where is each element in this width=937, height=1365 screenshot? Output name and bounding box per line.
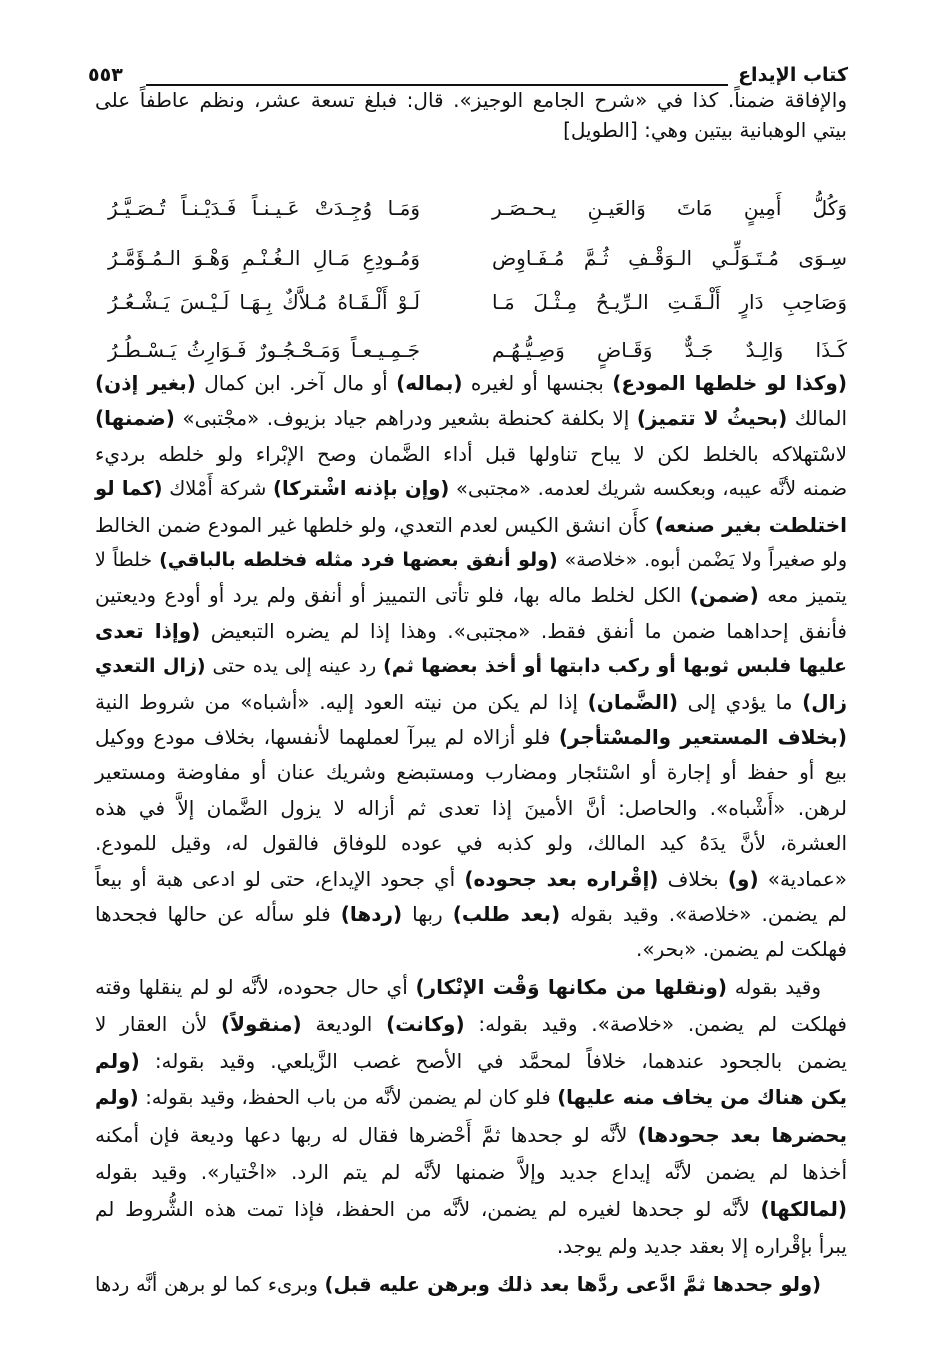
verse-second-hemistich: وَمُـودِعِ مَـالِ الـغُـنْـمِ وَهْـوَ الـمُـؤَمَّـرُ: [108, 246, 420, 270]
commentary-text: أي جحود الإيداع، حتى لو ادعى هبة أو بيعاً: [95, 866, 465, 891]
commentary-text: فأنفق إحداهما ضمن ما أنفق فقط. «مجتبى». وهذا إذا لم يضره التبعيض: [200, 618, 847, 643]
commentary-text: إذا لم يكن من نيته العود إليه. «أشباه» من شروط النية: [95, 689, 588, 714]
commentary-text: رد عينه إلى يده حتى: [205, 655, 384, 678]
matn-bold-text: (بحيثُ لا تتميز): [636, 406, 788, 431]
commentary-text: وقيد بقوله: [726, 975, 821, 999]
matn-bold-text: (بعد طلب): [452, 902, 561, 926]
commentary-text: فلو سأله عن حالها فجحدها: [95, 902, 341, 926]
commentary-text: بجنسها أو لغيره: [462, 371, 613, 395]
commentary-text: «عمادية»: [758, 866, 847, 891]
commentary-text: أو مال آخر. ابن كمال: [195, 371, 397, 395]
verse-second-hemistich: وَمَـا وُجِـدَتْ عَـيـنـاً فَـدَيْـنـاً تُـصَـيَّـرُ: [108, 196, 420, 220]
text-line: [95, 403, 847, 433]
commentary-text: ولو صغيراً ولا يَضْمن أبوه. «خلاصة»: [557, 549, 847, 571]
matn-bold-text: (ولم: [95, 1086, 139, 1109]
commentary-text: يضمن بالجحود عندهما، خلافاً لمحمَّد في الأصح غصب الزَّيلعي. وقيد بقوله:: [139, 1049, 847, 1073]
matn-bold-text: (ولم: [95, 1049, 140, 1073]
commentary-text: إلا بكلفة كحنطة بشعير ودراهم جياد بزيوف. «مجْتبى»: [174, 406, 637, 431]
verse-first-hemistich: كَـذَا وَالِـدٌ جَـدٌّ وَقَـاضٍ وَصِـيُّـهُـم: [492, 338, 847, 362]
text-line: [95, 757, 847, 787]
commentary-text: لأن العقار لا: [95, 1012, 222, 1036]
text-line: [95, 899, 847, 929]
commentary-text: العشرة، لأنَّ يدَهُ كيد المالك، ولو كذبه في عوده للوفاق فالقول له، وقيل للمودع.: [95, 831, 847, 856]
commentary-text: والإفاقة ضمناً. كذا في «شرح الجامع الوجيز». قال: فبلغ تسعة عشر، ونظم عاطفاً على: [95, 88, 847, 112]
text-line: [95, 510, 847, 540]
matn-bold-text: (بخلاف المستعير والمسْتأجر): [558, 725, 847, 749]
matn-bold-text: زال): [802, 689, 848, 714]
text-line: [95, 1120, 847, 1150]
text-line: [95, 828, 847, 858]
commentary-text: ضمنه لأنَّه عيبه، وبعكسه شريك لعدمه. «مجتبى»: [449, 477, 847, 501]
text-line: [95, 545, 847, 575]
matn-bold-text: (الضَّمان): [587, 689, 678, 714]
commentary-text: بخلاف: [658, 866, 728, 891]
commentary-text: يبرأ بإقْراره إلا بعقد جديد ولم يوجد.: [556, 1234, 847, 1258]
matn-bold-text: (ردها): [340, 902, 403, 926]
commentary-text: لرهن. «أَشْباه». والحاصل: أنَّ الأمينَ إذا تعدى ثم أزاله لا يزول الضَّمان إلاَّ في هذه: [95, 795, 847, 820]
matn-bold-text: (إقْراره بعد جحوده): [464, 866, 659, 891]
commentary-text: ما يؤدي إلى: [677, 689, 803, 714]
commentary-text: أخذها لم يضمن لأنَّه إيداع جديد وإلاَّ ضمنها لأنَّه لم يتم الرد. «اخْتيار». وقيد بقوله: [95, 1160, 847, 1184]
matn-bold-text: (لمالكها): [760, 1197, 847, 1221]
text-line: [95, 1270, 847, 1300]
text-line: [95, 934, 847, 964]
matn-bold-text: (وكذا لو خلطها المودع): [612, 371, 847, 395]
commentary-text: بيع أو حفظ أو إجارة أو اسْتئجار ومضارب ومستبضع وشريك عنان أو مفاوضة ومستعير: [95, 760, 847, 785]
commentary-text: وبرىء كما لو برهن أنَّه ردها: [95, 1273, 325, 1296]
commentary-text: شركة أَمْلاك: [162, 477, 274, 501]
commentary-text: الوديعة: [301, 1012, 387, 1036]
matn-bold-text: (ضمن): [689, 583, 759, 608]
commentary-text: لأنَّه لو جحدها لغيره لم يضمن، لأنَّه من الحفظ، فإذا تمت هذه الشُّروط لم: [95, 1197, 761, 1221]
commentary-text: فهلكت لم يضمن. «بحر».: [636, 937, 847, 962]
commentary-text: ربها: [402, 902, 453, 926]
matn-bold-text: (وإن بإذنه اشْتركا): [273, 477, 450, 501]
text-line: [95, 616, 847, 646]
text-line: [95, 972, 847, 1002]
text-line: [95, 474, 847, 504]
matn-bold-text: اختلطت بغير صنعه): [654, 512, 847, 537]
text-line: [95, 85, 847, 115]
text-line: [95, 687, 847, 717]
commentary-text: لاسْتهلاكه بالخلط لكن لا يباح تناولها قبل أداء الضَّمان وصح الإبْراء ولو خلطه برديء: [95, 441, 847, 466]
matn-bold-text: (وكانت): [386, 1012, 465, 1036]
commentary-text: الكل لخلط ماله بها، فلو تأتى التمييز أو أنفق ولم يرد أو أودع وديعتين: [95, 583, 690, 608]
text-line: [95, 439, 847, 469]
matn-bold-text: (و): [727, 866, 759, 891]
text-line: [95, 1231, 847, 1261]
page-number: ٥٥٣: [88, 64, 123, 86]
text-line: [95, 864, 847, 894]
commentary-text: لم يضمن. «خلاصة». وقيد بقوله: [560, 902, 847, 926]
verse-first-hemistich: سِـوَى مُـتَـوَلِّـي الـوَقْـفِ ثُـمَّ مُـفَـاوِض: [492, 246, 847, 270]
matn-bold-text: (زال التعدي: [95, 655, 206, 678]
verse-second-hemistich: لَـوْ أَلْـقَـاهُ مُـلاَّكٌ بِـهَـا لَـيْـسَ يَـشْـعُـرُ: [108, 290, 420, 314]
matn-bold-text: (كما لو: [95, 477, 163, 501]
matn-bold-text: (منقولاً): [221, 1012, 302, 1036]
text-line: [95, 368, 847, 398]
commentary-text: خلطاً لا: [95, 549, 160, 571]
commentary-text: أي حال جحوده، لأنَّه لو لم ينقلها وقته: [95, 975, 416, 999]
matn-bold-text: (ونقلها من مكانها وَقْت الإنْكار): [415, 975, 727, 999]
verse-first-hemistich: وَصَاحِبِ دَارٍ أَلْـقَـتِ الـرِّيـحُ مِـثْـلَ مَـا: [492, 290, 847, 314]
text-line: [95, 793, 847, 823]
verse-second-hemistich: جَـمِـيـعـاً وَمَـحْـجُـورٌ فَـوَارِثُ يَـسْـطُـرُ: [108, 338, 420, 362]
commentary-text: فلو أزالاه لم يبرآ لعملهما لأنفسها، بخلاف مودع ووكيل: [95, 725, 559, 749]
text-line: [95, 1194, 847, 1224]
matn-bold-text: يكن هناك من يخاف منه عليها): [557, 1086, 847, 1109]
commentary-text: لأنَّه لو جحدها ثمَّ أَحْضرها فقال له ربها دعها وديعة فإن أمكنه: [95, 1123, 638, 1147]
text-line: [95, 1157, 847, 1187]
text-line: [95, 651, 847, 681]
commentary-text: المالك: [787, 406, 848, 431]
text-line: [95, 1046, 847, 1076]
matn-bold-text: (ولو جحدها ثمَّ ادَّعى ردَّها بعد ذلك وبرهن عليه قبل): [324, 1273, 821, 1296]
matn-bold-text: (وإذا تعدى: [95, 618, 201, 643]
commentary-text: يتميز معه: [758, 583, 847, 608]
commentary-text: فهلكت لم يضمن. «خلاصة». وقيد بقوله:: [464, 1012, 847, 1036]
text-line: [95, 580, 847, 610]
text-line: [95, 115, 847, 145]
text-line: [95, 1083, 847, 1113]
matn-bold-text: عليها فلبس ثوبها أو ركب دابتها أو أخذ بعضها ثم): [383, 655, 847, 678]
matn-bold-text: (بغير إذن): [95, 371, 196, 395]
text-line: [95, 1009, 847, 1039]
chapter-title: كتاب الإيداع: [738, 64, 848, 86]
text-line: [95, 722, 847, 752]
matn-bold-text: (ضمنها): [95, 406, 175, 431]
commentary-text: فلو كان لم يضمن لأنَّه من باب الحفظ، وقيد بقوله:: [138, 1086, 558, 1109]
matn-bold-text: يحضرها بعد جحودها): [637, 1123, 847, 1147]
verse-first-hemistich: وَكُلُّ أَمِينٍ مَاتَ وَالعَيـنِ يـحـصَـر: [492, 196, 847, 220]
commentary-text: بيتي الوهبانية بيتين وهي: [الطويل]: [563, 118, 847, 142]
matn-bold-text: (ولو أنفق بعضها فرد مثله فخلطه بالباقي): [159, 549, 558, 571]
commentary-text: كأَن انشق الكيس لعدم التعدي، ولو خلطها غير المودع ضمن الخالط: [95, 512, 655, 537]
matn-bold-text: (بماله): [396, 371, 463, 395]
